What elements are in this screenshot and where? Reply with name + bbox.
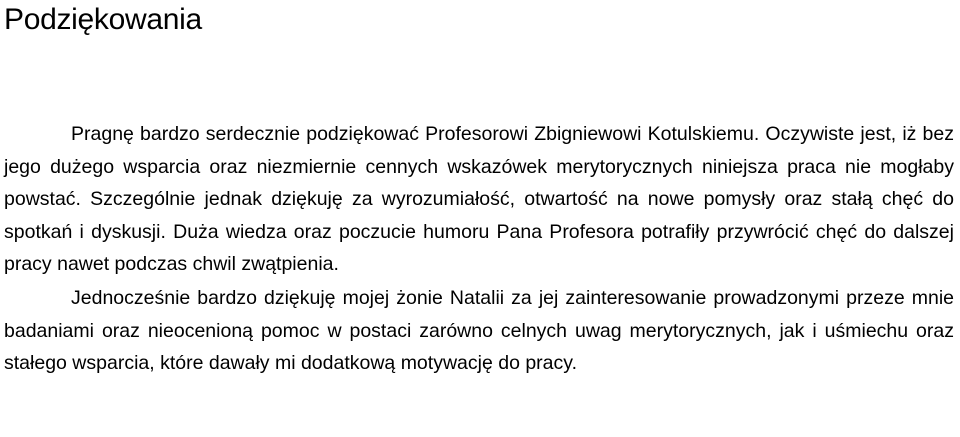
document-page — [4, 0, 954, 380]
paragraph-supervisor-thanks: Pragnę bardzo serdecznie podziękować Profesorowi Zbigniewowi Kotulskiemu. Oczywiste jest, iż bez jego dużego wsparcia oraz niezmiernie cennych wskazówek merytorycznych niniejsza praca nie mogłaby powstać. Szczególnie jednak dziękuję za wyrozumiałość, otwartość na nowe pomysły oraz stałą chęć do spotkań i dyskusji. Duża wiedza oraz poczucie humoru Pana Profesora potrafiły przywrócić chęć do dalszej pracy nawet podczas chwil zwątpienia. — [4, 123, 954, 276]
paragraph-wife-thanks: Jednocześnie bardzo dziękuję mojej żonie Natalii za jej zainteresowanie prowadzonymi przeze mnie badaniami oraz nieocenioną pomoc w postaci zarówno celnych uwag merytorycznych, jak i uśmiechu oraz stałego wsparcia, które dawały mi dodatkową motywację do pracy. — [4, 286, 954, 375]
page-title: Podziękowania — [4, 3, 202, 36]
acknowledgements-body — [4, 118, 954, 380]
